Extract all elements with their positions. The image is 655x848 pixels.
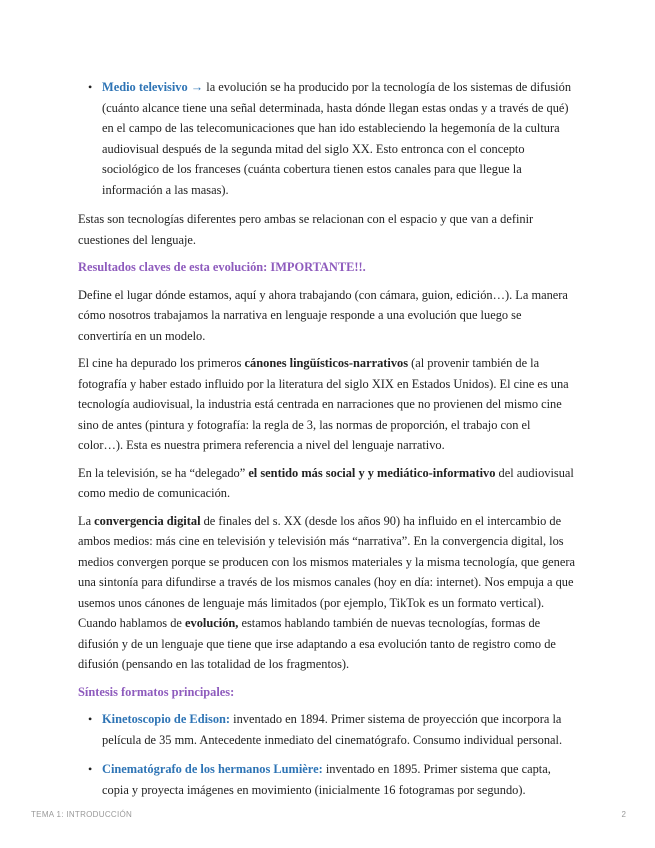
list-item-label: Medio televisivo → xyxy=(102,80,204,94)
bullet-icon: • xyxy=(88,712,93,726)
paragraph-define: Define el lugar dónde estamos, aquí y ahora trabajando (con cámara, guion, edición…). La manera cómo nosotros trabajamos la narrativa en lenguaje responde a una evolución que luego se convertiría en un modelo. xyxy=(78,287,568,343)
bold-run: el sentido más social y y mediático-informativo xyxy=(248,465,496,480)
list-item-text: inventado en 1895. Primer sistema que capta, copia y proyecta imágenes en movimiento (inicialmente 16 fotogramas por segundo). xyxy=(102,762,551,797)
paragraph-technologies: Estas son tecnologías diferentes pero ambas se relacionan con el espacio y que van a definir cuestiones del lenguaje. xyxy=(78,212,534,247)
bullet-list-media xyxy=(78,77,578,200)
paragraph-cinema xyxy=(78,353,578,456)
list-item xyxy=(78,77,578,200)
list-item-text: la evolución se ha producido por la tecnología de los sistemas de difusión (cuánto alcance tiene una señal determinada, hasta dónde llegan estas ondas y a través de qué) en el campo de las telecomunicaciones que han ido estableciendo la hegemonía de la cultura audiovisual después de la segunda mitad del siglo XX. Esto entronca con el concepto sociológico de los franceses (cuánta cobertura tienen estos canales para que llegue la información a las masas). xyxy=(102,80,572,197)
page-content xyxy=(78,77,578,809)
paragraph-convergence xyxy=(78,511,578,675)
bold-run: cánones lingüísticos-narrativos xyxy=(244,356,409,370)
page-number: 2 xyxy=(621,810,626,819)
list-item xyxy=(78,759,578,800)
footer-title: TEMA 1: INTRODUCCIÓN xyxy=(31,810,133,819)
text-run: del audiovisual como medio de comunicación. xyxy=(78,465,574,500)
list-item-text: inventado en 1894. Primer sistema de proyección que incorpora la película de 35 mm. Antecedente inmediato del cinematógrafo. Consumo individual personal. xyxy=(102,712,563,747)
text-run: de finales del s. XX (desde los años 90) ha influido en el intercambio de ambos medios: más cine en televisión y televisión más “narrativa”. En la convergencia digital, los medios convergen porque se producen con los mismos materiales y la misma tecnología, que genera una sintonía para difundirse a través de los mismos canales (hoy en día: internet). Nos empuja a que usemos unos cánones de lenguaje más limitados (por ejemplo, TikTok es un formato vertical). Cuando hablamos de xyxy=(78,513,575,630)
text-run: En la televisión, se ha “delegado” xyxy=(78,465,249,480)
bullet-list-formats xyxy=(78,709,578,800)
text-run: La xyxy=(78,513,95,528)
bold-run: convergencia digital xyxy=(94,513,201,528)
bold-run: evolución, xyxy=(185,616,239,630)
text-run: (al provenir también de la fotografía y haber estado influido por la literatura del siglo XIX en Estados Unidos). El cine es una tecnología audiovisual, la industria está centrada en narraciones que no provienen del mismo cine sino de antes (pintura y fotografía: la regla de 3, las normas de proporción, el trabajo con el color…). Esta es nuestra primera referencia a nivel del lenguaje narrativo. xyxy=(78,356,569,452)
paragraph-television xyxy=(78,463,578,504)
section-heading-synthesis: Síntesis formatos principales: xyxy=(78,684,235,699)
list-item xyxy=(78,709,578,750)
bullet-icon: • xyxy=(88,80,93,94)
list-item-label: Cinematógrafo de los hermanos Lumière: xyxy=(102,762,323,776)
bullet-icon: • xyxy=(88,762,93,776)
list-item-label: Kinetoscopio de Edison: xyxy=(102,712,231,726)
text-run: estamos hablando también de nuevas tecnologías, formas de difusión y de un lenguaje que tiene que irse adaptando a esa evolución tanto de registro como de difusión (pensando en las totalidad de los fragmentos). xyxy=(78,616,556,671)
text-run: El cine ha depurado los primeros xyxy=(78,356,245,370)
section-heading-results: Resultados claves de esta evolución: IMPORTANTE!!. xyxy=(78,260,366,274)
